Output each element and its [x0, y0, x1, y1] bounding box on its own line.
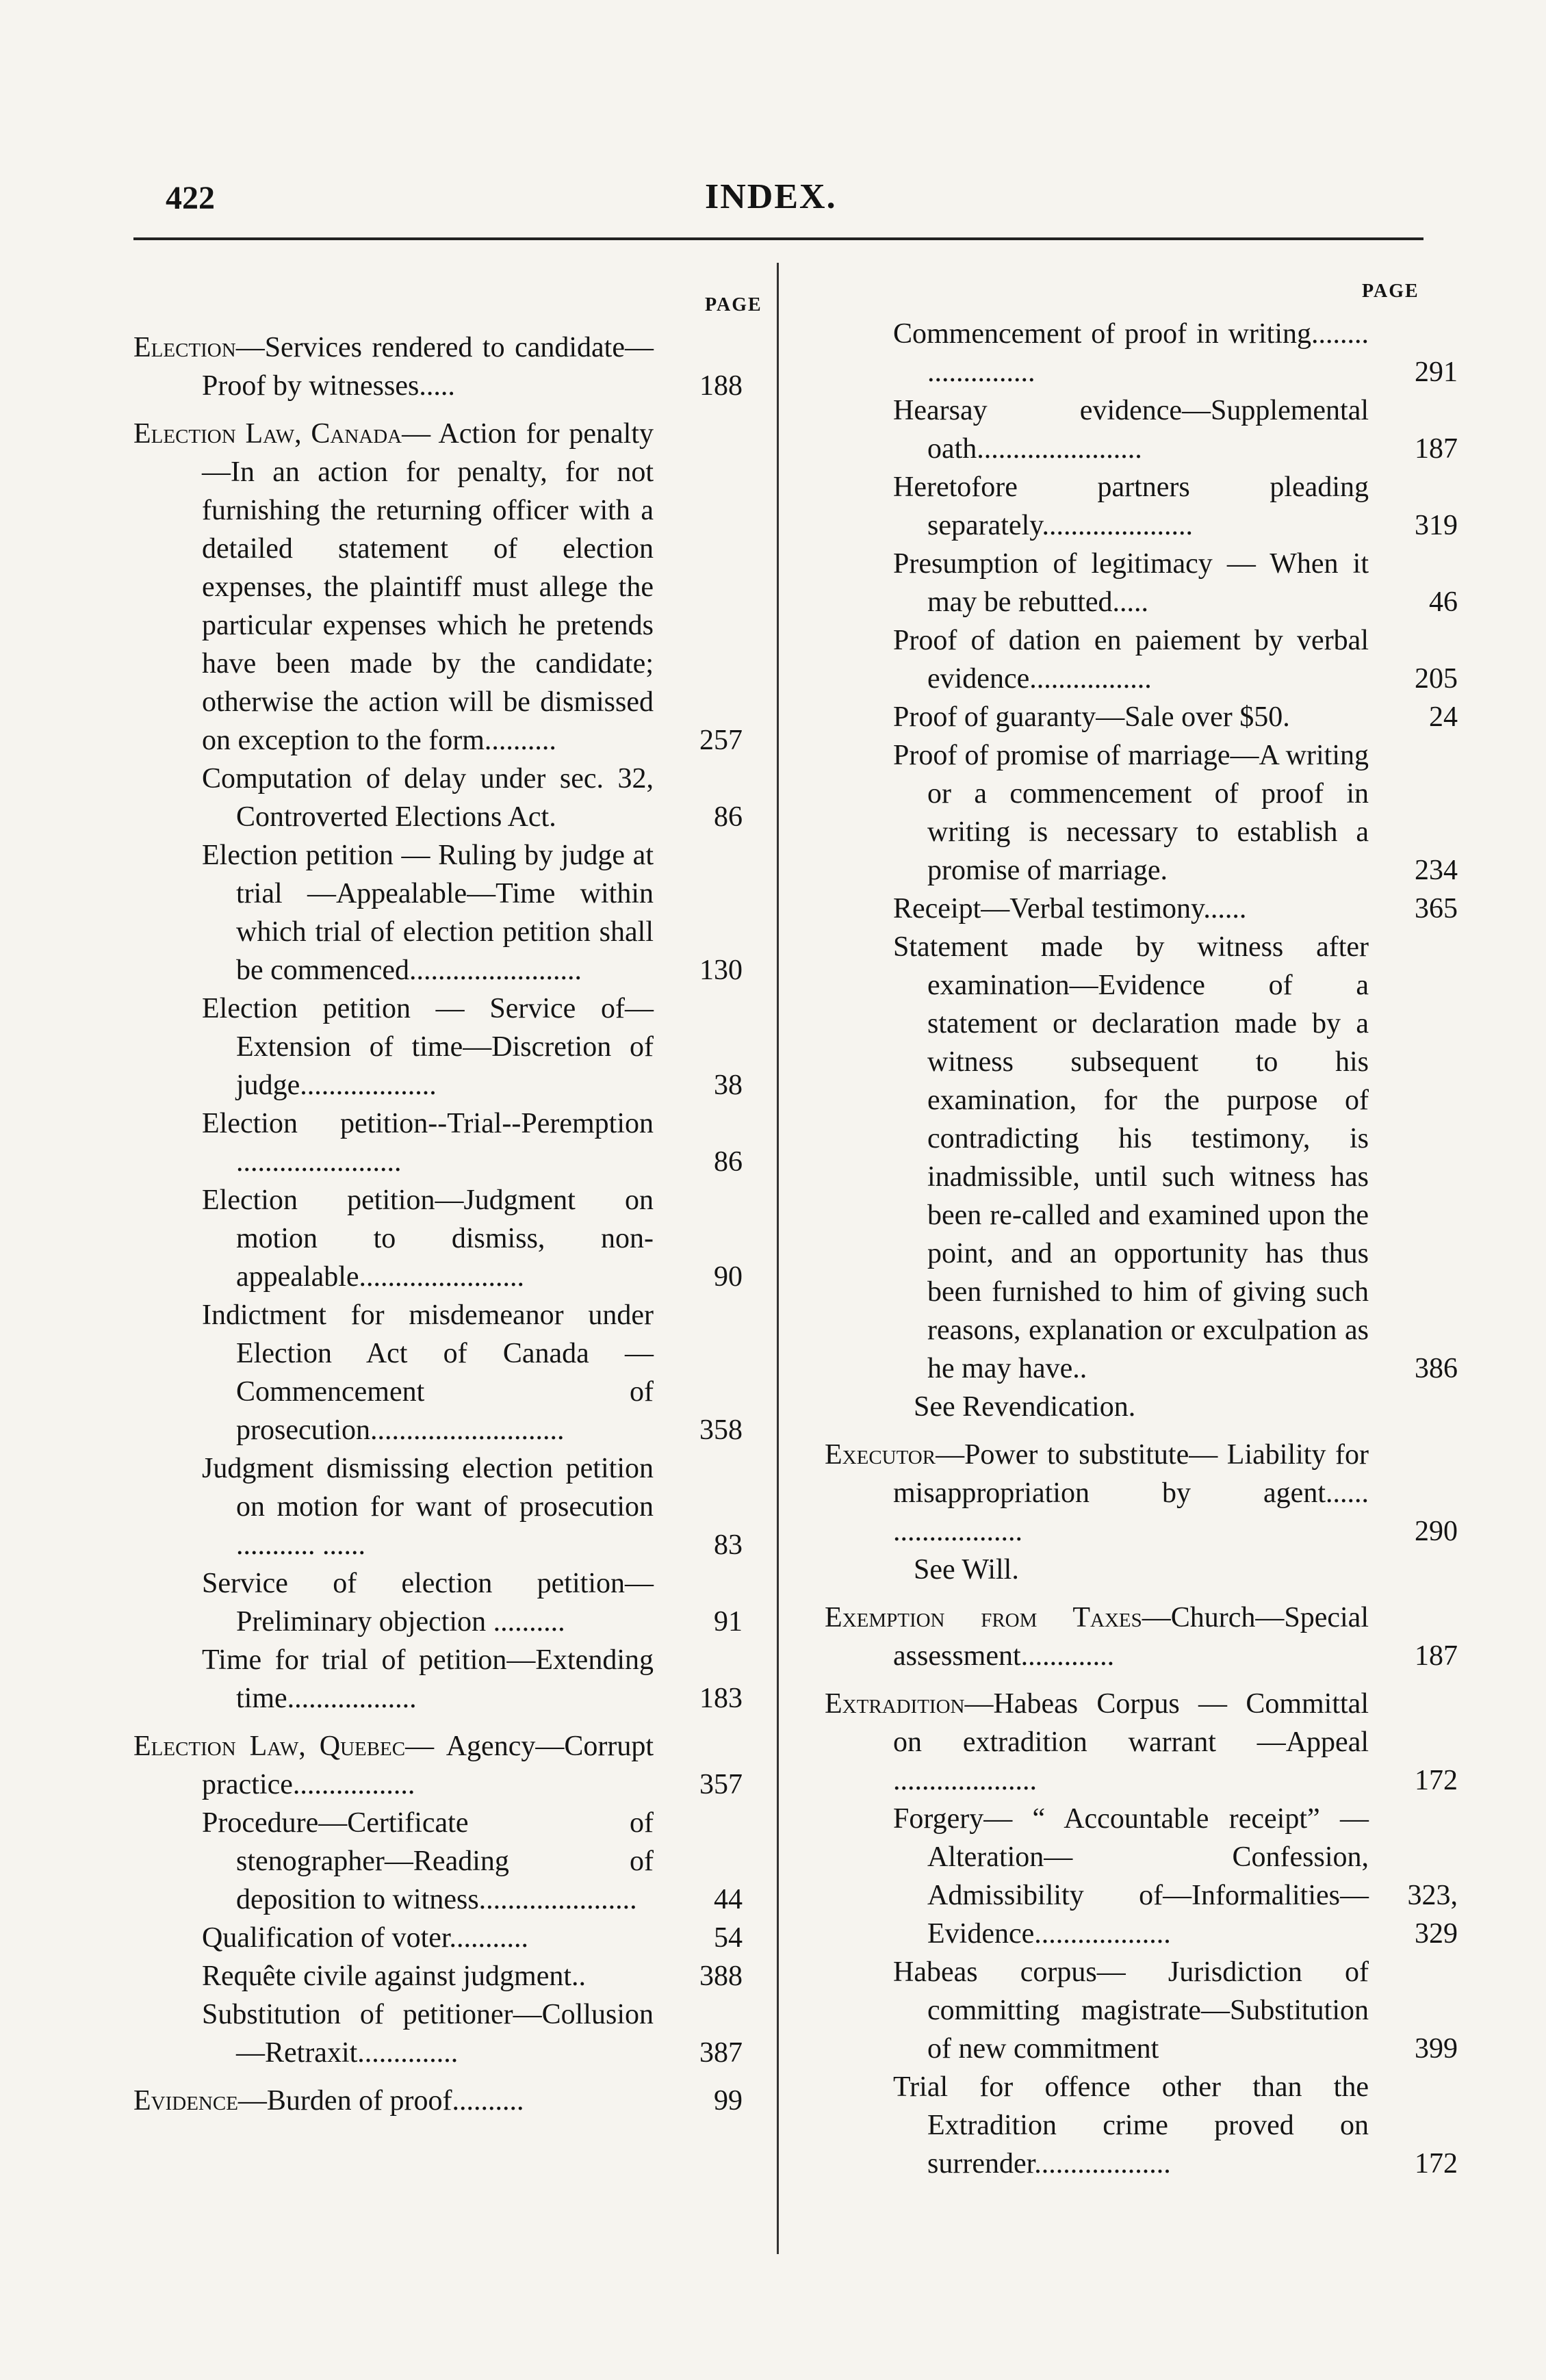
entry-text: — Agency—Corrupt practice................. — [202, 1731, 654, 1800]
entry-text: Habeas corpus— Jurisdiction of committing magistrate—Substitution of new commitment — [893, 1956, 1369, 2065]
index-subentry — [825, 315, 1458, 391]
entry-page-number: 54 — [714, 1922, 743, 1954]
entry-text: Presumption of legitimacy — When it may be rebutted..... — [893, 548, 1369, 618]
entry-text: —Power to substitute— Liability for misappropriation by agent...... .................. — [893, 1439, 1369, 1547]
entry-page-number: 130 — [699, 955, 743, 986]
entry-text: Receipt—Verbal testimony...... — [893, 893, 1247, 924]
entry-text: Statement made by witness after examination—Evidence of a statement or declaration made by a witness subsequent to his examination, for the purpose of contradicting his testimony, is inadmissible, until such witness has been re-called and examined upon the point, and an opportunity has thus been furnished to him of giving such reasons, explanation or exculpation as he may have.. — [893, 931, 1369, 1384]
header-rule — [133, 237, 1423, 240]
entry-page-number: 90 — [714, 1261, 743, 1293]
index-subentry — [825, 1953, 1458, 2068]
entry-page-number: 387 — [699, 2037, 743, 2069]
entry-text: Election petition--Trial--Peremption ....................... — [202, 1108, 654, 1178]
entry-text: —Church—Special assessment............. — [893, 1602, 1369, 1672]
entry-page-number: 365 — [1415, 893, 1458, 924]
entry-page-number: 187 — [1415, 1640, 1458, 1672]
entry-page-number: 323, 329 — [1407, 1880, 1458, 1950]
index-subentry — [825, 545, 1458, 621]
index-entry — [133, 1727, 743, 1804]
entry-heading: Extradition — [825, 1688, 965, 1720]
entry-text: Heretofore partners pleading separately..................... — [893, 471, 1369, 541]
index-entry — [825, 1599, 1458, 1675]
see-reference — [825, 1551, 1458, 1589]
entry-page-number: 86 — [714, 801, 743, 833]
right-index-column — [825, 315, 1458, 2183]
entry-page-number: 319 — [1415, 510, 1458, 541]
entry-heading: Election Law, Quebec — [133, 1731, 406, 1762]
left-page-label: PAGE — [705, 294, 762, 315]
index-subentry — [825, 621, 1458, 698]
entry-text: Election petition—Judgment on motion to dismiss, non-appealable....................... — [202, 1185, 654, 1293]
entry-page-number: 388 — [699, 1961, 743, 1992]
entry-page-number: 357 — [699, 1769, 743, 1800]
entry-text: Service of election petition—Preliminary objection .......... — [202, 1568, 654, 1638]
entry-text: —Services rendered to candidate—Proof by witnesses..... — [202, 332, 654, 402]
entry-page-number: 386 — [1415, 1353, 1458, 1384]
entry-page-number: 183 — [699, 1683, 743, 1714]
entry-text: See Revendication. — [914, 1391, 1136, 1423]
entry-text: Qualification of voter........... — [202, 1922, 529, 1954]
entry-text: Election petition — Service of—Extension of time—Discretion of judge................... — [202, 993, 654, 1101]
entry-text: —Burden of proof.......... — [237, 2085, 524, 2117]
index-entry — [133, 2082, 743, 2120]
index-subentry — [133, 1957, 743, 1995]
entry-text: Procedure—Certificate of stenographer—Reading of deposition to witness...................... — [202, 1807, 654, 1915]
entry-heading: Election Law, Canada — [133, 418, 402, 450]
page-title: INDEX. — [705, 177, 837, 216]
entry-heading: Exemption from Taxes — [825, 1602, 1142, 1633]
entry-text: Election petition — Ruling by judge at trial —Appealable—Time within which trial of election petition shall be commenced........................ — [202, 840, 654, 986]
entry-text: Hearsay evidence—Supplemental oath....................... — [893, 395, 1369, 465]
index-subentry — [133, 836, 743, 989]
entry-page-number: 257 — [699, 725, 743, 756]
entry-page-number: 83 — [714, 1529, 743, 1561]
entry-text: Requête civile against judgment.. — [202, 1961, 587, 1992]
index-subentry — [825, 391, 1458, 468]
entry-page-number: 290 — [1415, 1516, 1458, 1547]
entry-text: Commencement of proof in writing........ ............... — [893, 318, 1369, 388]
index-subentry — [133, 1995, 743, 2072]
entry-text: —Habeas Corpus — Committal on extradition warrant —Appeal .................... — [893, 1688, 1369, 1796]
entry-page-number: 24 — [1429, 701, 1458, 733]
entry-page-number: 172 — [1415, 1765, 1458, 1796]
entry-page-number: 44 — [714, 1884, 743, 1915]
entry-text: Proof of guaranty—Sale over $50. — [893, 701, 1290, 733]
entry-page-number: 399 — [1415, 2033, 1458, 2065]
index-subentry — [133, 1181, 743, 1296]
index-subentry — [133, 1296, 743, 1449]
index-subentry — [133, 1804, 743, 1919]
page-number: 422 — [166, 180, 215, 216]
entry-text: Proof of dation en paiement by verbal evidence................. — [893, 625, 1369, 695]
entry-page-number: 172 — [1415, 2148, 1458, 2179]
entry-text: — Action for penalty—In an action for penalty, for not furnishing the returning officer with a detailed statement of election expenses, the plaintiff must allege the particular expenses which he pretends have been made by the candidate; otherwise the action will be dismissed on exception to the form.......... — [202, 418, 654, 756]
entry-text: Proof of promise of marriage—A writing or a commencement of proof in writing is necessary to establish a promise of marriage. — [893, 740, 1369, 886]
entry-heading: Evidence — [133, 2085, 238, 2117]
index-subentry — [133, 1564, 743, 1641]
entry-page-number: 234 — [1415, 855, 1458, 886]
index-subentry — [825, 736, 1458, 890]
entry-text: See Will. — [914, 1554, 1019, 1586]
entry-page-number: 38 — [714, 1070, 743, 1101]
entry-page-number: 187 — [1415, 433, 1458, 465]
index-entry — [133, 415, 743, 760]
index-subentry — [825, 2068, 1458, 2183]
index-subentry — [825, 468, 1458, 545]
entry-page-number: 46 — [1429, 586, 1458, 618]
entry-text: Indictment for misdemeanor under Election Act of Canada —Commencement of prosecution........................... — [202, 1299, 654, 1446]
index-entry — [825, 1436, 1458, 1551]
entry-text: Computation of delay under sec. 32, Controverted Elections Act. — [202, 763, 654, 833]
left-index-column — [133, 328, 743, 2120]
entry-text: Judgment dismissing election petition on motion for want of prosecution ........... ...... — [202, 1453, 654, 1561]
index-subentry — [133, 760, 743, 836]
entry-page-number: 358 — [699, 1414, 743, 1446]
entry-page-number: 188 — [699, 370, 743, 402]
entry-page-number: 86 — [714, 1146, 743, 1178]
entry-text: Substitution of petitioner—Collusion—Retraxit.............. — [202, 1999, 654, 2069]
index-subentry — [133, 1104, 743, 1181]
index-subentry — [825, 890, 1458, 928]
right-page-label: PAGE — [1362, 281, 1419, 302]
index-subentry — [133, 1919, 743, 1957]
index-subentry — [825, 698, 1458, 736]
index-subentry — [133, 1641, 743, 1718]
entry-page-number: 99 — [714, 2085, 743, 2117]
column-divider — [777, 263, 779, 2254]
entry-text: Forgery— “ Accountable receipt” —Alteration— Confession, Admissibility of—Informalities—Evidence................... — [893, 1803, 1369, 1950]
index-subentry — [825, 928, 1458, 1388]
index-subentry — [133, 1449, 743, 1564]
entry-page-number: 291 — [1415, 357, 1458, 388]
entry-page-number: 205 — [1415, 663, 1458, 695]
index-entry — [133, 328, 743, 405]
entry-heading: Election — [133, 332, 236, 363]
index-entry — [825, 1685, 1458, 1800]
entry-heading: Executor — [825, 1439, 936, 1471]
entry-text: Time for trial of petition—Extending time.................. — [202, 1644, 654, 1714]
entry-page-number: 91 — [714, 1606, 743, 1638]
index-subentry — [825, 1800, 1458, 1953]
entry-text: Trial for offence other than the Extradition crime proved on surrender................... — [893, 2071, 1369, 2179]
see-reference — [825, 1388, 1458, 1426]
index-subentry — [133, 989, 743, 1104]
